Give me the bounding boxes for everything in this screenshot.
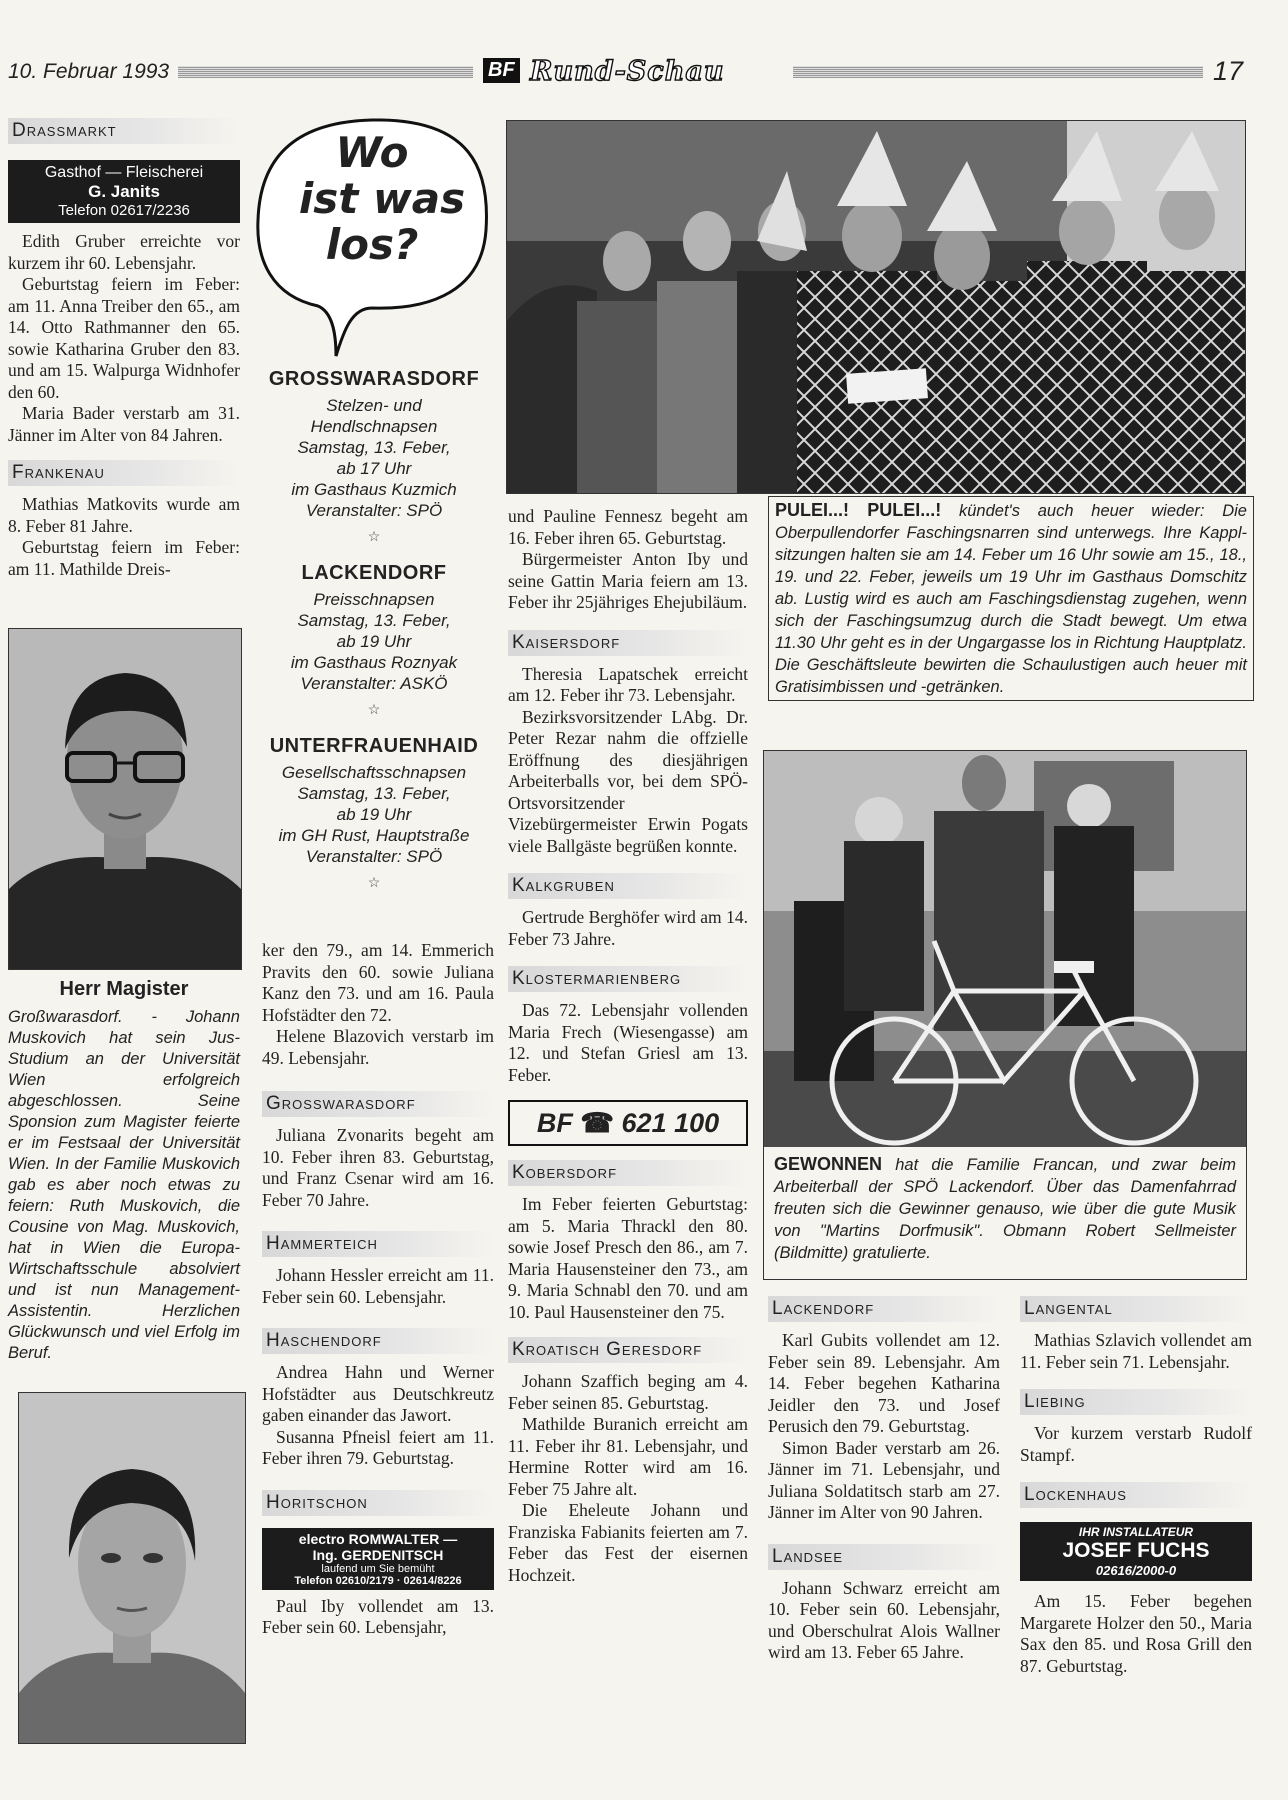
telephone-icon: ☎ bbox=[580, 1108, 615, 1138]
event-line: Veranstalter: SPÖ bbox=[305, 501, 443, 520]
event-line: ab 17 Uhr bbox=[336, 459, 412, 478]
section-title: Frankenau bbox=[8, 460, 240, 486]
bicycle-caption bbox=[764, 1147, 1246, 1270]
section-title: Kaisersdorf bbox=[508, 630, 748, 656]
masthead-title: Rund-Schau bbox=[530, 56, 725, 87]
section-title: Kroatisch Geresdorf bbox=[508, 1337, 748, 1363]
article-text bbox=[8, 231, 240, 446]
paragraph: Mathilde Buranich erreicht am 11. Feber ihr 81. Lebensjahr, und Hermine Rotter wird am 16. Feber 75 Jahre alt. bbox=[508, 1414, 748, 1499]
bubble-text bbox=[252, 130, 492, 268]
page-header bbox=[8, 58, 1248, 90]
section-title: Grosswarasdorf bbox=[262, 1091, 494, 1117]
article-headline: Herr Magister bbox=[59, 978, 189, 1000]
event-place: GROSSWARASDORF bbox=[268, 368, 480, 390]
article-text bbox=[508, 1000, 748, 1086]
section-title: Kalkgruben bbox=[508, 873, 748, 899]
paragraph: Bezirksvorsitzender LAbg. Dr. Peter Rezar nahm die offzielle Eröffnung des diesjährigen Arbeiterballs vor, bei dem SPÖ-Ortsvorsitzender Vizebürgermeister Erwin Pogats viele Ballgäste begrüßen konnte. bbox=[508, 706, 748, 856]
portrait-photo-woman bbox=[18, 1392, 246, 1744]
section-title: Horitschon bbox=[262, 1490, 494, 1516]
article-text bbox=[262, 1596, 494, 1639]
section-title: Lockenhaus bbox=[1020, 1482, 1252, 1508]
event-line: ab 19 Uhr bbox=[336, 805, 412, 824]
section-title: Kobersdorf bbox=[508, 1160, 748, 1186]
event-line: Veranstalter: ASKÖ bbox=[300, 674, 448, 693]
event-line: Stelzen- und bbox=[326, 396, 422, 415]
ad-line: IHR INSTALLATEUR bbox=[1078, 1525, 1194, 1539]
caption-lead: PULEI...! PULEI...! bbox=[775, 500, 942, 520]
event-details bbox=[254, 395, 494, 521]
event-line: ab 19 Uhr bbox=[336, 632, 412, 651]
star-separator-icon: ☆ bbox=[367, 530, 381, 545]
portrait-woman-illustration bbox=[19, 1393, 245, 1743]
article-text bbox=[262, 1125, 494, 1211]
ad-line: laufend um Sie bemüht bbox=[321, 1562, 435, 1575]
paragraph: Geburtstag feiern im Feber: am 11. Anna Treiber den 65., am 14. Otto Rathmanner den 65. sowie Katharina Gruber den 83. und am 15. Walpurga Widnhofer den 60. bbox=[8, 274, 240, 402]
article-text bbox=[1020, 1423, 1252, 1466]
event-details bbox=[254, 589, 494, 694]
portrait-man-illustration bbox=[9, 629, 241, 969]
column-4a bbox=[768, 1296, 1000, 1664]
event-line: Veranstalter: SPÖ bbox=[305, 847, 443, 866]
article-text bbox=[1020, 1591, 1252, 1677]
paragraph: ker den 79., am 14. Emmerich Pravits den 60. sowie Juliana Kanz den 73. und am 16. Paula Hofstädter den 72. bbox=[262, 940, 494, 1025]
caption-lead: GEWONNEN bbox=[774, 1154, 882, 1174]
paragraph: Karl Gubits vollendet am 12. Feber sein 89. Lebensjahr. Am 14. Feber begehen Katharina Jeidler den 73. und Josef Perusich den 79. Geburtstag. bbox=[768, 1330, 1000, 1436]
bf-logo: BF bbox=[483, 58, 520, 83]
paragraph: Im Feber feierten Geburtstag: am 5. Maria Thrackl den 80. sowie Josef Presch den 86., am 7. Maria Hausensteiner den 73., am 9. Maria Schnabl den 70. und am 10. Paul Hausensteiner den 75. bbox=[508, 1194, 748, 1322]
bicycle-photo-frame bbox=[763, 750, 1247, 1280]
event-line: im GH Rust, Hauptstraße bbox=[278, 826, 470, 845]
paragraph: Geburtstag feiern im Feber: am 11. Mathilde Dreis- bbox=[8, 537, 240, 579]
paragraph: Das 72. Lebensjahr vollenden Maria Frech (Wiesengasse) am 12. und Stefan Griesl am 13. Feber. bbox=[508, 1000, 748, 1085]
paragraph: Paul Iby vollendet am 13. Feber sein 60. Lebensjahr, bbox=[262, 1595, 494, 1637]
section-title: Klostermarienberg bbox=[508, 966, 748, 992]
paragraph: Edith Gruber erreichte vor kurzem ihr 60. Lebensjahr. bbox=[8, 231, 240, 273]
article-text bbox=[1020, 1330, 1252, 1373]
event-listing bbox=[254, 368, 494, 892]
event-line: Gesellschaftsschnapsen bbox=[281, 763, 467, 782]
phone-box-number: 621 100 bbox=[621, 1108, 720, 1138]
article-text bbox=[508, 664, 748, 858]
header-rule-right bbox=[793, 66, 1203, 78]
event-place: UNTERFRAUENHAID bbox=[269, 735, 479, 757]
carnival-photo bbox=[506, 120, 1246, 494]
event-line: im Gasthaus Kuzmich bbox=[291, 480, 457, 499]
janits-ad bbox=[8, 160, 240, 223]
paragraph: Bürgermeister Anton Iby und seine Gattin Maria feiern am 13. Feber ihr 25jähriges Ehejubiläum. bbox=[508, 549, 748, 612]
paragraph: Johann Hessler erreicht am 11. Feber sein 60. Lebensjahr. bbox=[262, 1265, 494, 1307]
article-text bbox=[768, 1330, 1000, 1524]
paragraph: Die Eheleute Johann und Franziska Fabianits feierten am 7. Feber das Fest der eisernen Hochzeit. bbox=[508, 1500, 748, 1585]
event-line: Samstag, 13. Feber, bbox=[297, 611, 451, 630]
page-number: 17 bbox=[1213, 56, 1244, 86]
event-line: Samstag, 13. Feber, bbox=[297, 784, 451, 803]
section-title: Liebing bbox=[1020, 1389, 1252, 1415]
ad-name: G. Janits bbox=[88, 182, 160, 201]
phone-box-bf: BF bbox=[536, 1108, 573, 1138]
paragraph: Johann Szaffich beging am 4. Feber seinen 85. Geburtstag. bbox=[508, 1371, 748, 1413]
paragraph: Susanna Pfneisl feiert am 11. Feber ihren 79. Geburtstag. bbox=[262, 1426, 494, 1468]
bicycle-photo bbox=[764, 751, 1246, 1147]
section-title: Haschendorf bbox=[262, 1328, 494, 1354]
paragraph: Gertrude Berghöfer wird am 14. Feber 73 Jahre. bbox=[508, 907, 748, 949]
bicycle-photo-illustration bbox=[764, 751, 1246, 1147]
event-line: Samstag, 13. Feber, bbox=[297, 438, 451, 457]
section-title: Landsee bbox=[768, 1544, 1000, 1570]
article-text bbox=[508, 506, 748, 614]
romwalter-ad bbox=[262, 1528, 494, 1590]
section-title: Drassmarkt bbox=[8, 118, 240, 144]
star-separator-icon: ☆ bbox=[367, 876, 381, 891]
issue-date: 10. Februar 1993 bbox=[8, 60, 170, 83]
bubble-line: ist was bbox=[298, 174, 466, 223]
article-text bbox=[508, 1371, 748, 1586]
paragraph: Johann Schwarz erreicht am 10. Feber sein 60. Lebensjahr, und Oberschulrat Alois Wallner wird am 13. Feber 65 Jahre. bbox=[768, 1577, 1000, 1662]
paragraph: Simon Bader verstarb am 26. Jänner im 71. Lebensjahr, und Juliana Soldatitsch starb am 27. Jänner im Alter von 90 Jahren. bbox=[768, 1437, 1000, 1522]
paragraph: Maria Bader verstarb am 31. Jänner im Alter von 84 Jahren. bbox=[8, 403, 240, 445]
paragraph: Theresia Lapatschek erreicht am 12. Feber ihr 73. Lebensjahr. bbox=[508, 663, 748, 705]
ad-name: JOSEF FUCHS bbox=[1062, 1539, 1210, 1562]
event-line: im Gasthaus Roznyak bbox=[290, 653, 458, 672]
paragraph: Juliana Zvonarits begeht am 10. Feber ihren 83. Geburtstag, und Franz Csenar wird am 16. Feber 70 Jahre. bbox=[262, 1125, 494, 1210]
article-text bbox=[768, 1578, 1000, 1664]
paragraph: Mathias Szlavich vollendet am 11. Feber sein 71. Lebensjahr. bbox=[1020, 1330, 1252, 1372]
magister-article bbox=[8, 978, 240, 1364]
speech-bubble bbox=[252, 110, 492, 360]
ad-phone: Telefon 02610/2179 · 02614/8226 bbox=[294, 1574, 462, 1587]
event-line: Hendlschnapsen bbox=[310, 417, 438, 436]
phone-box bbox=[508, 1100, 748, 1146]
column-4b bbox=[1020, 1296, 1252, 1677]
paragraph: und Pauline Fennesz begeht am 16. Feber ihren 65. Geburtstag. bbox=[508, 506, 748, 548]
caption-text: hat die Familie Francan, und zwar beim Arbeiterball der SPÖ Lackendorf. Über das Damenfahrrad freuten sich die Gewinner genauso, wie über die gute Musik von "Martins Dorfmusik". Obmann Robert Sellmeister (Bildmitte) gratulierte. bbox=[774, 1156, 1236, 1262]
bubble-line: los? bbox=[325, 220, 419, 269]
paragraph: Mathias Matkovits wurde am 8. Feber 81 Jahre. bbox=[8, 494, 240, 536]
event-place: LACKENDORF bbox=[301, 562, 447, 584]
star-separator-icon: ☆ bbox=[367, 703, 381, 718]
article-text bbox=[262, 1362, 494, 1470]
fuchs-ad bbox=[1020, 1522, 1252, 1581]
article-text bbox=[8, 494, 240, 580]
ad-line: Gasthof — Fleischerei bbox=[44, 164, 204, 181]
ad-phone: 02616/2000-0 bbox=[1095, 1563, 1177, 1578]
section-title: Hammerteich bbox=[262, 1231, 494, 1257]
ad-line: Ing. GERDENITSCH bbox=[312, 1546, 444, 1563]
event-line: Preisschnapsen bbox=[313, 590, 435, 609]
ad-line: electro ROMWALTER — bbox=[298, 1530, 458, 1547]
ad-phone: Telefon 02617/2236 bbox=[58, 202, 190, 219]
paragraph: Andrea Hahn und Werner Hofstädter aus Deutschkreutz gaben einander das Jawort. bbox=[262, 1362, 494, 1425]
carnival-caption bbox=[768, 496, 1254, 701]
portrait-photo-man bbox=[8, 628, 242, 970]
section-title: Lackendorf bbox=[768, 1296, 1000, 1322]
paragraph: Am 15. Feber begehen Margarete Holzer den 50., Maria Sax den 85. und Rosa Grill den 87. Geburtstag. bbox=[1020, 1591, 1252, 1676]
bubble-line: Wo bbox=[335, 128, 409, 177]
article-text bbox=[262, 940, 494, 1069]
article-text: Großwarasdorf. - Johann Muskovich hat sein Jus-Studium an der Universität Wien erfolgreich abgeschlossen. Seine Sponsion zum Magister feierte er im Festsaal der Universität Wien. In der Familie Muskovich gab es aber noch etwas zu feiern: Ruth Muskovich, die Cousine von Mag. Muskovich, hat in Wien die Europa-Wirtschaftsschule absolviert und ist nun Management-Assistentin. Herzlichen Glückwunsch und viel Erfolg im Beruf. bbox=[8, 1008, 240, 1362]
section-title: Langental bbox=[1020, 1296, 1252, 1322]
article-text bbox=[262, 1265, 494, 1308]
carnival-photo-illustration bbox=[507, 121, 1245, 493]
column-1 bbox=[8, 118, 240, 580]
caption-text: kündet's auch heuer wieder: Die Oberpullendorfer Faschingsnarren sind unterwegs. Ihre Kapplsitzungen halten sie am 14. Feber um 16 Uhr sowie am 15., 18., 19. und 22. Feber, jeweils um 19 Uhr im Gasthaus Domschitz ab. Lustig wird es auch am Faschingsdienstag zugehen, wenn sich der Faschingsumzug durch die Stadt bewegt. Um etwa 11.30 Uhr geht es in der Ungargasse los in Richtung Hauptplatz. Die Geschäftsleute bewirten die Schaulustigen auch heuer mit Gratisimbissen und -getränken. bbox=[775, 502, 1247, 696]
paragraph: Vor kurzem verstarb Rudolf Stampf. bbox=[1020, 1423, 1252, 1465]
article-text bbox=[508, 907, 748, 950]
column-3 bbox=[508, 506, 748, 1586]
column-2-articles bbox=[262, 940, 494, 1639]
header-rule-left bbox=[178, 66, 473, 78]
paragraph: Helene Blazovich verstarb im 49. Lebensjahr. bbox=[262, 1026, 494, 1068]
event-details bbox=[254, 762, 494, 867]
article-text bbox=[508, 1194, 748, 1323]
